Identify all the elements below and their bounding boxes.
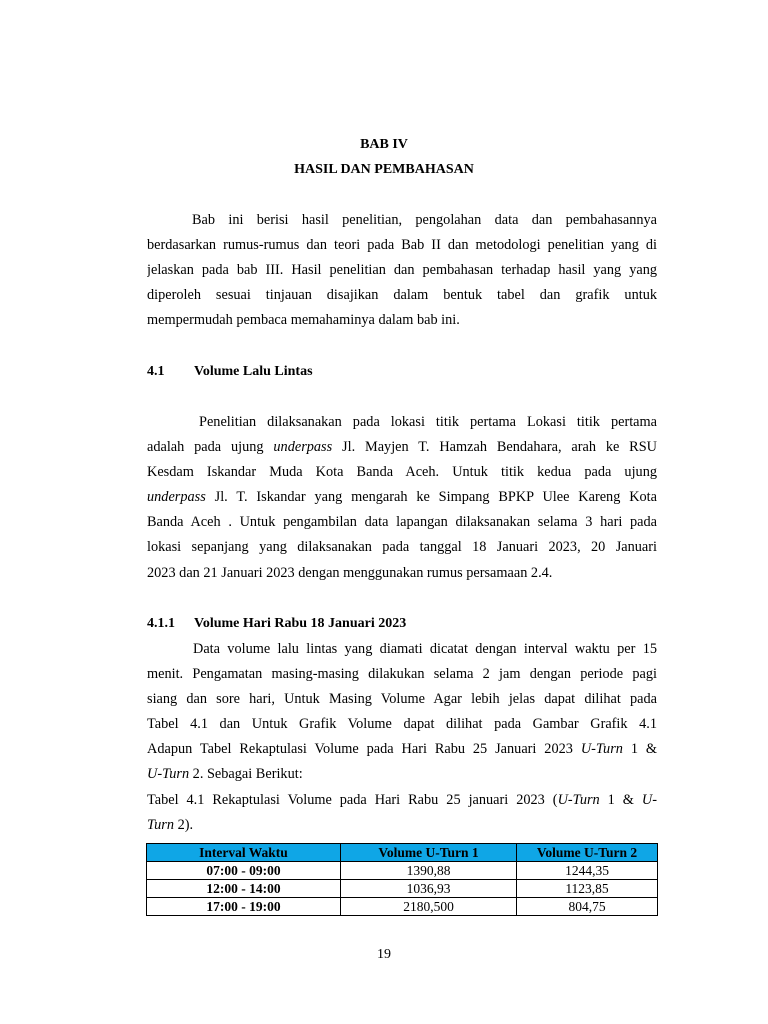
subsection-heading bbox=[147, 616, 406, 632]
column-header: Interval Waktu bbox=[147, 844, 341, 862]
intro-paragraph bbox=[147, 208, 657, 333]
subsection-paragraph bbox=[147, 637, 657, 838]
table-cell: 804,75 bbox=[517, 898, 658, 916]
intro-line: mempermudah pembaca memahaminya dalam bab ini. bbox=[147, 312, 460, 329]
table-cell: 2180,500 bbox=[341, 898, 517, 916]
table-cell: 12:00 - 14:00 bbox=[147, 880, 341, 898]
chapter-title: HASIL DAN PEMBAHASAN bbox=[294, 162, 474, 177]
section-paragraph bbox=[147, 410, 657, 586]
section-title: Volume Lalu Lintas bbox=[194, 364, 313, 379]
paragraph-line: U-Turn 2. Sebagai Berikut: bbox=[147, 766, 303, 783]
column-header: Volume U-Turn 1 bbox=[341, 844, 517, 862]
table-cell: 1036,93 bbox=[341, 880, 517, 898]
paragraph-line: Banda Aceh . Untuk pengambilan data lapangan dilaksanakan selama 3 hari pada bbox=[147, 514, 657, 531]
paragraph-line: Tabel 4.1 dan Untuk Grafik Volume dapat dilihat pada Gambar Grafik 4.1 bbox=[147, 716, 657, 733]
table-row bbox=[147, 898, 658, 916]
table-caption: Tabel 4.1 Rekaptulasi Volume pada Hari Rabu 25 januari 2023 (U-Turn 1 & U- bbox=[147, 791, 657, 808]
table-row bbox=[147, 862, 658, 880]
paragraph-line: siang dan sore hari, Untuk Masing Volume Agar lebih jelas dapat dilihat pada bbox=[147, 691, 657, 708]
table-caption-cont: Turn 2). bbox=[147, 816, 194, 833]
section-number: 4.1 bbox=[147, 364, 165, 379]
table-cell: 1390,88 bbox=[341, 862, 517, 880]
intro-line: diperoleh sesuai tinjauan disajikan dalam bentuk tabel dan grafik untuk bbox=[147, 287, 657, 304]
paragraph-line: Kesdam Iskandar Muda Kota Banda Aceh. Untuk titik kedua pada ujung bbox=[147, 464, 657, 481]
paragraph-line: menit. Pengamatan masing-masing dilakukan selama 2 jam dengan periode pagi bbox=[147, 666, 657, 683]
table-cell: 1123,85 bbox=[517, 880, 658, 898]
intro-line: jelaskan pada bab III. Hasil penelitian dan pembahasan terhadap hasil yang yang bbox=[147, 262, 657, 279]
table-header-row bbox=[147, 844, 658, 862]
table-cell: 17:00 - 19:00 bbox=[147, 898, 341, 916]
paragraph-line: Adapun Tabel Rekaptulasi Volume pada Hari Rabu 25 Januari 2023 U-Turn 1 & bbox=[147, 741, 657, 758]
paragraph-line: adalah pada ujung underpass Jl. Mayjen T. Hamzah Bendahara, arah ke RSU bbox=[147, 439, 657, 456]
subsection-title: Volume Hari Rabu 18 Januari 2023 bbox=[194, 616, 407, 631]
intro-line: Bab ini berisi hasil penelitian, pengolahan data dan pembahasannya bbox=[192, 212, 657, 228]
table-cell: 1244,35 bbox=[517, 862, 658, 880]
page-number: 19 bbox=[377, 947, 391, 962]
paragraph-line: Penelitian dilaksanakan pada lokasi titik pertama Lokasi titik pertama bbox=[199, 414, 657, 430]
paragraph-line: Data volume lalu lintas yang diamati dicatat dengan interval waktu per 15 bbox=[193, 641, 657, 657]
chapter-number: BAB IV bbox=[360, 137, 408, 152]
paragraph-line: underpass Jl. T. Iskandar yang mengarah ke Simpang BPKP Ulee Kareng Kota bbox=[147, 489, 657, 506]
paragraph-line: 2023 dan 21 Januari 2023 dengan menggunakan rumus persamaan 2.4. bbox=[147, 564, 553, 581]
paragraph-line: lokasi sepanjang yang dilaksanakan pada tanggal 18 Januari 2023, 20 Januari bbox=[147, 539, 657, 556]
section-heading bbox=[147, 364, 313, 380]
subsection-number: 4.1.1 bbox=[147, 616, 175, 631]
volume-table bbox=[146, 843, 658, 916]
table-row bbox=[147, 880, 658, 898]
table-cell: 07:00 - 09:00 bbox=[147, 862, 341, 880]
column-header: Volume U-Turn 2 bbox=[517, 844, 658, 862]
intro-line: berdasarkan rumus-rumus dan teori pada Bab II dan metodologi penelitian yang di bbox=[147, 237, 657, 254]
